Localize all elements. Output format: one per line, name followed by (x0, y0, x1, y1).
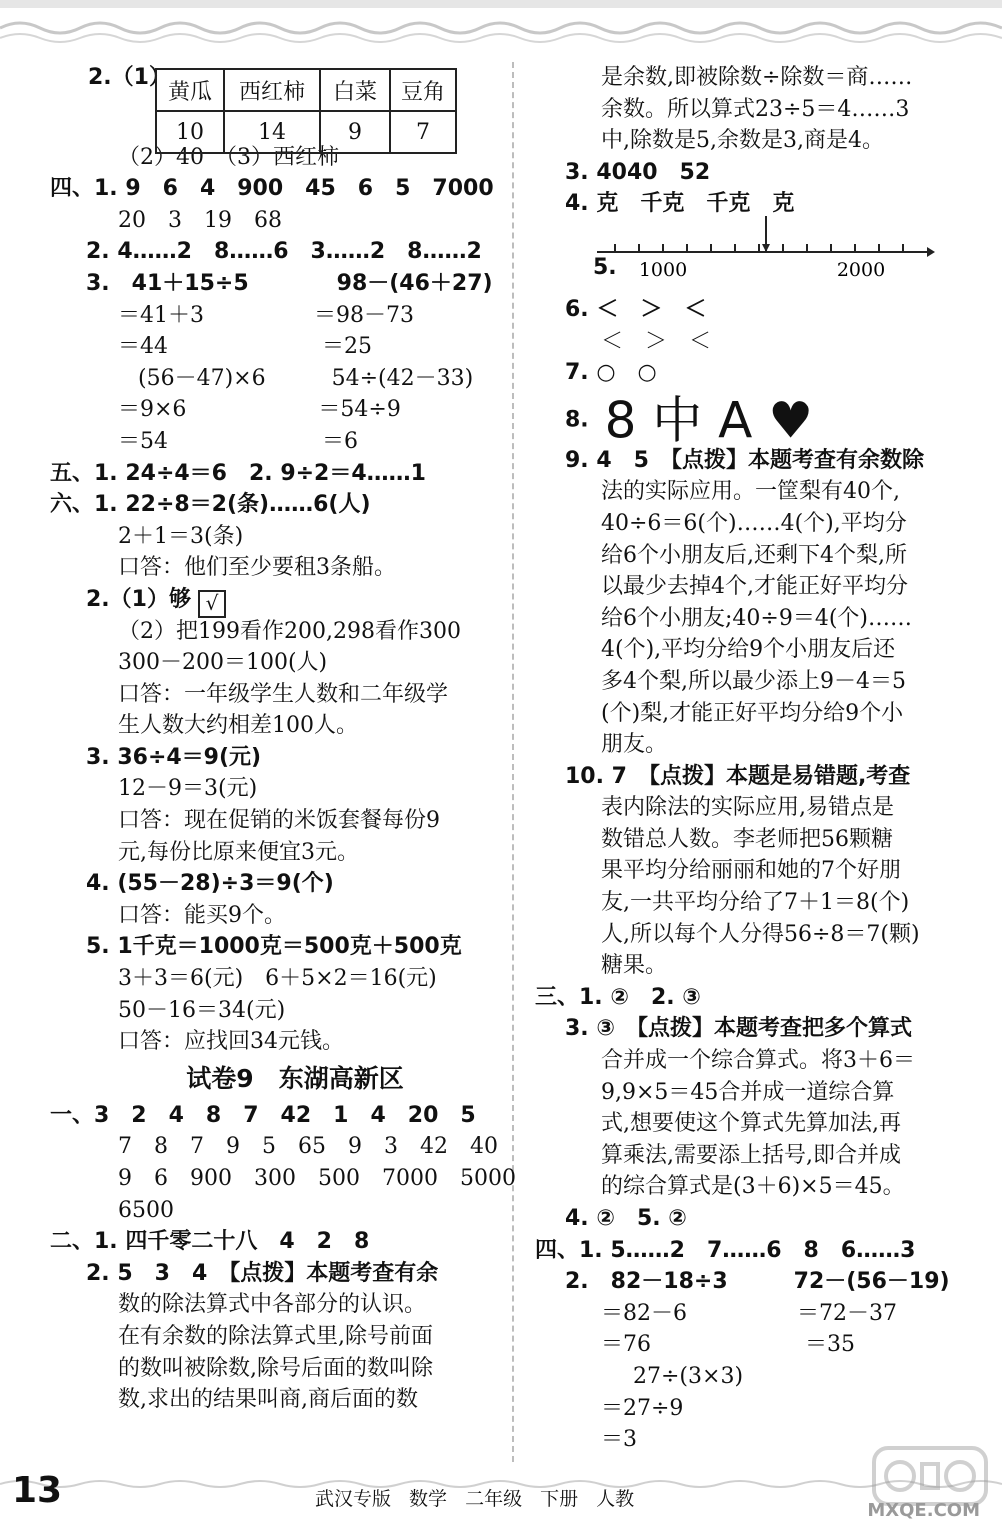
answer-line: 六、1. 22÷8＝2(条)……6(人) (50, 492, 371, 518)
answer-line: 20 3 19 68 (118, 207, 282, 233)
table-row (156, 69, 456, 111)
number-line-label: 1000 (638, 258, 688, 281)
answer-line: 余数。所以算式23÷5＝4……3 (601, 96, 910, 122)
q8-symbols: 8 中 A ♥ (604, 391, 814, 450)
answer-line: 3＋3＝6(元) 6＋5×2＝16(元) (118, 966, 437, 992)
answer-line: 四、1. 9 6 4 900 45 6 5 7000 (50, 176, 494, 202)
table-header-cell: 豆角 (390, 69, 456, 111)
answer-line: 给6个小朋友后,还剩下4个梨,所 (601, 542, 907, 568)
answer-line: 口答：能买9个。 (118, 902, 286, 928)
answer-line: 四、1. 5……2 7……6 8 6……3 (535, 1237, 916, 1263)
answer-line: 给6个小朋友;40÷9＝4(个)…… (601, 605, 912, 631)
answer-line: 果平均分给丽丽和她的7个好朋 (601, 858, 901, 884)
check-mark-box: √ (198, 590, 226, 618)
answer-line: 是余数,即被除数÷除数＝商…… (601, 65, 913, 90)
answer-line: ＝3 (601, 1427, 637, 1453)
answer-line: 朋友。 (601, 732, 668, 758)
q8-row: 8. 8 中 A ♥ (565, 391, 814, 450)
answer-line: 口答：应找回34元钱。 (118, 1029, 344, 1055)
table-cell: 9 (320, 111, 390, 153)
answer-line: 12－9＝3(元) (118, 776, 258, 802)
answer-line: 算乘法,需要添上括号,即合并成 (601, 1142, 901, 1168)
left-column (50, 62, 516, 1416)
answer-line: 2. 82－18÷3 72－(56－19) (565, 1269, 950, 1295)
answer-line: ＝54 ＝6 (118, 428, 358, 454)
number-line-label: 2000 (836, 258, 886, 281)
answer-line: 10. 7 【点拨】本题是易错题,考查 (565, 763, 911, 789)
answer-line: 5. 1千克＝1000克＝500克＋500克 (86, 934, 462, 960)
answer-line: 人,所以每个人分得56÷8＝7(颗) (601, 921, 920, 947)
answer-line: ＝9×6 ＝54÷9 (118, 397, 401, 423)
table-cell: 10 (156, 111, 224, 153)
answer-line: 40÷6＝6(个)……4(个),平均分 (601, 510, 907, 536)
answer-line: 合并成一个综合算式。将3＋6＝ (601, 1048, 915, 1074)
answer-line: 3. ③ 【点拨】本题考查把多个算式 (565, 1016, 912, 1042)
answer-line: 7. ○ ○ (565, 360, 657, 386)
answer-line: 糖果。 (601, 953, 668, 979)
table-header-cell: 西红柿 (224, 69, 320, 111)
right-column (535, 62, 985, 1456)
q2-1-label: 2.（1） (88, 65, 171, 90)
answer-line: 二、1. 四千零二十八 4 2 8 (50, 1229, 370, 1255)
answer-line: 元,每份比原来便宜3元。 (118, 839, 359, 865)
answer-line: 式,想要使这个算式先算加法,再 (601, 1111, 901, 1137)
table-cell: 14 (224, 111, 320, 153)
answer-line: 的数叫被除数,除号后面的数叫除 (118, 1355, 433, 1381)
answer-line: 9. 4 5 【点拨】本题考查有余数除 (565, 447, 924, 473)
answer-line: （2）把199看作200,298看作300 (118, 618, 461, 644)
answer-line: 3. 4040 52 (565, 159, 711, 185)
answer-line: 五、1. 24÷4＝6 2. 9÷2＝4……1 (50, 460, 426, 486)
answer-line: 数,求出的结果叫商,商后面的数 (118, 1387, 418, 1413)
answer-line: ＜ ＞ ＜ (601, 328, 712, 354)
q5-number-line-row: 5. 1000 2000 (565, 220, 985, 294)
column-divider (512, 62, 514, 1462)
answer-line: 的综合算式是(3＋6)×5＝45。 (601, 1174, 905, 1200)
answer-line: 2. 4……2 8……6 3……2 8……2 (86, 239, 482, 265)
answer-line: ＝27÷9 (601, 1395, 684, 1421)
answer-line: 4(个),平均分给9个小朋友后还 (601, 637, 896, 663)
answer-line: (个)梨,才能正好平均分给9个小 (601, 700, 904, 726)
answer-line: 生人数大约相差100人。 (118, 713, 358, 739)
answer-line: 数的除法算式中各部分的认识。 (118, 1292, 427, 1318)
answer-line: 3. 41＋15÷5 98－(46＋27) (86, 270, 493, 296)
table-row (156, 111, 456, 153)
answer-line: 以最少去掉4个,才能正好平均分 (601, 574, 908, 600)
table-cell: 7 (390, 111, 456, 153)
answer-line: 9,9×5＝45合并成一道综合算 (601, 1079, 895, 1105)
answer-line: 9 6 900 300 500 7000 5000 (118, 1166, 516, 1191)
watermark-text: MXQE.COM (867, 1500, 980, 1521)
answer-line: 4. (55－28)÷3＝9(个) (86, 871, 334, 897)
answer-line: 中,除数是5,余数是3,商是4。 (601, 128, 884, 154)
answer-line: 数错总人数。李老师把56颗糖 (601, 826, 893, 852)
answer-line: 50－16＝34(元) (118, 997, 286, 1023)
page-number: 13 (12, 1470, 63, 1511)
answer-line: 27÷(3×3) (633, 1363, 744, 1389)
answer-line: 口答：他们至少要租3条船。 (118, 555, 396, 581)
answer-line: 6500 (118, 1197, 174, 1223)
answer-line: 4. ② 5. ② (565, 1206, 687, 1231)
answer-line: ＝76 ＝35 (601, 1332, 855, 1358)
answer-line: 友,一共平均分给了7＋1＝8(个) (601, 890, 910, 916)
answer-line: 4. 克 千克 千克 克 (565, 191, 795, 217)
answer-line: (56－47)×6 54÷(42－33) (138, 365, 474, 391)
answer-line: 口答：一年级学生人数和二年级学 (118, 681, 449, 707)
answer-line: 6. ＜ ＞ ＜ (565, 296, 707, 322)
footer-text: 武汉专版 数学 二年级 下册 人教 (315, 1488, 635, 1510)
answer-line: 2.（1）够 √ (50, 584, 500, 616)
answer-line: 300－200＝100(人) (118, 650, 328, 676)
answer-line: 3. 36÷4＝9(元) (86, 744, 262, 770)
answer-line: 一、3 2 4 8 7 42 1 4 20 5 (50, 1102, 476, 1128)
answer-line: 7 8 7 9 5 65 9 3 42 40 (118, 1134, 498, 1160)
answer-line: 2. 5 3 4 【点拨】本题考查有余 (86, 1260, 439, 1286)
answer-line: （2）40 （3）西红柿 (118, 144, 339, 170)
answer-line: 表内除法的实际应用,易错点是 (601, 795, 894, 821)
answer-line: 多4个梨,所以最少添上9－4＝5 (601, 668, 906, 694)
answer-line: 三、1. ② 2. ③ (535, 984, 701, 1010)
answer-line: 口答：现在促销的米饭套餐每份9 (118, 808, 440, 834)
top-wave-border (0, 0, 1002, 52)
answer-line: ＝44 ＝25 (118, 334, 372, 360)
answer-line: ＝82－6 ＝72－37 (601, 1300, 897, 1326)
answer-line: 在有余数的除法算式里,除号前面 (118, 1323, 433, 1349)
vegetable-table (155, 68, 457, 154)
answer-line: 2＋1＝3(条) (118, 523, 244, 549)
answer-line: 法的实际应用。一筐梨有40个, (601, 479, 900, 505)
answer-line: ＝41＋3 ＝98－73 (118, 302, 414, 328)
number-line (595, 214, 935, 288)
table-header-cell: 白菜 (320, 69, 390, 111)
section-title: 试卷9 东湖高新区 (186, 1063, 404, 1093)
table-header-cell: 黄瓜 (156, 69, 224, 111)
